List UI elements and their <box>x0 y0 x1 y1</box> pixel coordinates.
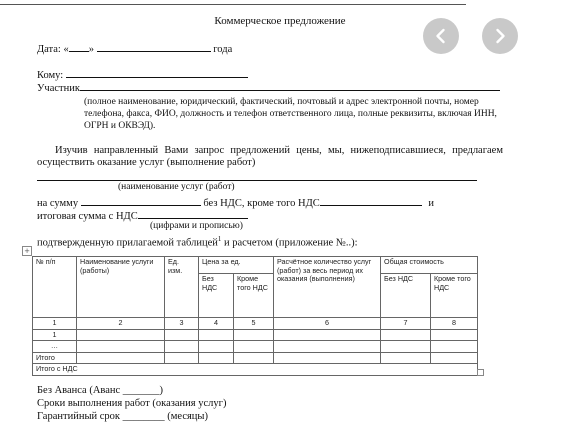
header-unit: Ед. изм. <box>165 257 199 318</box>
col-number: 3 <box>165 318 199 330</box>
pricing-table <box>32 256 478 376</box>
services-caption: (наименование услуг (работ) <box>118 182 235 192</box>
words-caption: (цифрами и прописью) <box>150 221 243 231</box>
participant-note: (полное наименование, юридический, фактический, почтовый и адрес электронной почты, номер телефона, факса, ФИО, должность и телефон ответственного лица, полные реквизиты, включая ИНН, ОГРН и ОКВЭД). <box>84 97 497 131</box>
header-name: Наименование услуги (работы) <box>77 257 165 318</box>
header-total: Общая стоимость <box>381 257 478 274</box>
total-vat-row <box>33 364 478 376</box>
col-number: 4 <box>199 318 234 330</box>
header-total-novat: Без НДС <box>381 274 431 318</box>
col-number: 6 <box>274 318 381 330</box>
to-line: Кому: <box>37 67 248 81</box>
total-line: итоговая сумма с НДС <box>37 208 248 222</box>
sum-line: на сумму без НДС, кроме того НДС и <box>37 195 434 209</box>
total-blank <box>138 208 248 219</box>
table-move-handle-icon[interactable]: + <box>22 246 32 256</box>
col-number: 2 <box>77 318 165 330</box>
participant-line: Участник <box>37 80 500 94</box>
table-resize-handle[interactable] <box>477 369 484 376</box>
confirmed-line: подтвержденную прилагаемой таблицей$^1$ и расчетом (приложение №..): <box>37 235 358 249</box>
header-price-vat: Кроме того НДС <box>234 274 274 318</box>
total-label: Итого <box>33 352 77 364</box>
footnote-ref: 1 <box>217 235 222 243</box>
page-top-border <box>0 4 466 5</box>
header-price-novat: Без НДС <box>199 274 234 318</box>
vat-blank <box>320 195 422 206</box>
col-number: 1 <box>33 318 77 330</box>
total-vat-label: Итого с НДС <box>33 364 478 376</box>
header-price: Цена за ед. <box>199 257 274 274</box>
table-row: 1 <box>33 329 478 341</box>
chevron-left-icon <box>432 27 450 45</box>
sum-blank <box>81 195 201 206</box>
services-blank <box>37 180 477 181</box>
intro-paragraph: Изучив направленный Вами запрос предложений цены, мы, нижеподписавшиеся, предлагаем осуществить оказание услуг (выполнение работ) <box>37 145 503 168</box>
participant-blank <box>80 80 500 91</box>
date-day-blank <box>69 41 89 52</box>
header-no: № п/п <box>33 257 77 318</box>
deadlines-line: Сроки выполнения работ (оказания услуг) <box>37 398 227 409</box>
date-month-blank <box>97 41 211 52</box>
warranty-line: Гарантийный срок ________ (месяцы) <box>37 411 208 422</box>
col-number: 8 <box>431 318 478 330</box>
date-line: Дата: « » года <box>37 41 232 55</box>
col-number: 5 <box>234 318 274 330</box>
table-row: … <box>33 341 478 353</box>
col-number: 7 <box>381 318 431 330</box>
advance-line: Без Аванса (Аванс _______) <box>37 385 164 396</box>
header-qty: Расчётное количество услуг (работ) за весь период их оказания (выполнения) <box>274 257 381 318</box>
document-title: Коммерческое предложение <box>214 15 346 27</box>
chevron-right-icon <box>491 27 509 45</box>
to-blank <box>66 67 248 78</box>
column-number-row <box>33 318 478 330</box>
total-row <box>33 352 478 364</box>
header-total-vat: Кроме того НДС <box>431 274 478 318</box>
